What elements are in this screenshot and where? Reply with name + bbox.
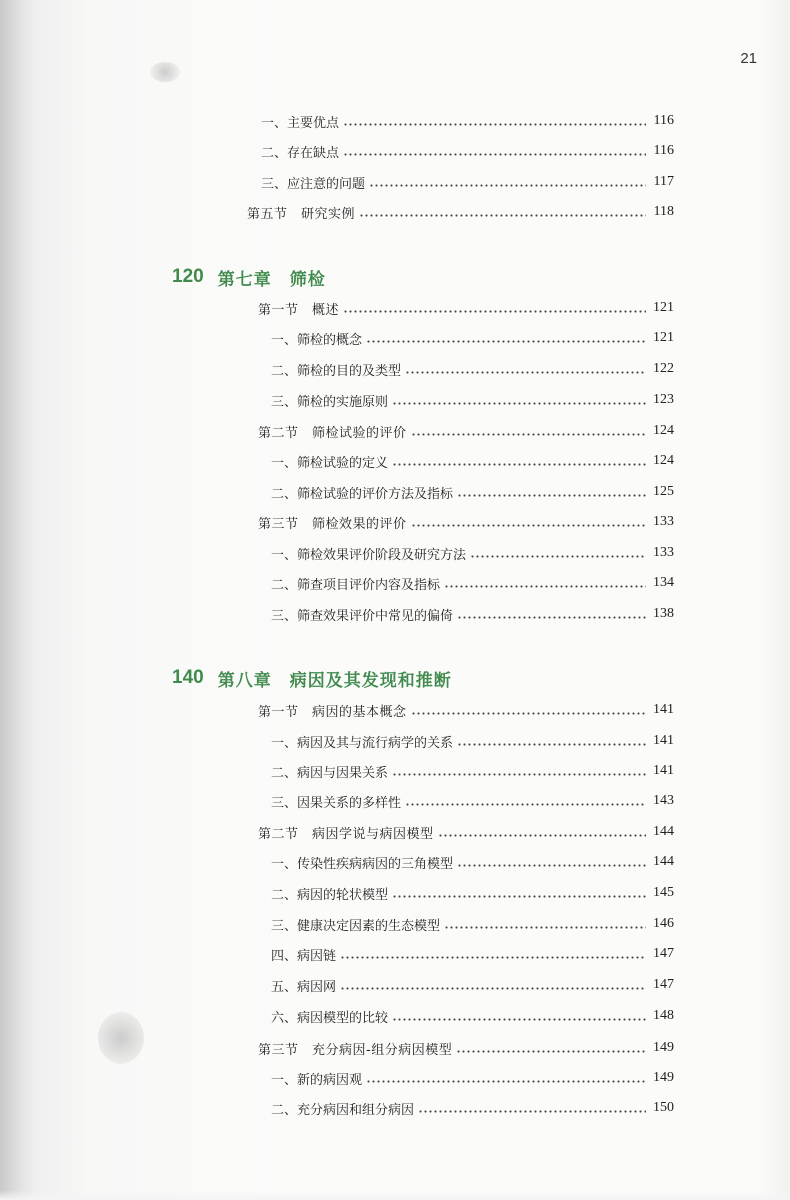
toc-entry-label: 三、因果关系的多样性 bbox=[271, 795, 402, 811]
toc-entry bbox=[271, 481, 674, 503]
leader-dots bbox=[366, 1080, 646, 1083]
toc-entry-page: 141 bbox=[653, 763, 674, 778]
toc-entry-page: 124 bbox=[653, 453, 674, 468]
toc-entry-label: 三、应注意的问题 bbox=[261, 176, 366, 192]
toc-section-entry bbox=[258, 821, 674, 843]
leader-dots bbox=[411, 524, 646, 527]
leader-dots bbox=[457, 616, 646, 619]
toc-section-entry bbox=[258, 1037, 674, 1059]
toc-entry bbox=[271, 1005, 674, 1027]
toc-section-entry bbox=[258, 297, 674, 319]
toc-entry-page: 150 bbox=[653, 1100, 674, 1115]
toc-entry-label: 一、主要优点 bbox=[261, 115, 340, 131]
toc-entry-label: 第五节 研究实例 bbox=[247, 206, 356, 222]
toc-entry-page: 134 bbox=[653, 575, 674, 590]
toc-entry bbox=[271, 358, 674, 380]
toc-entry-label: 二、充分病因和组分病因 bbox=[271, 1102, 415, 1118]
toc-section-entry bbox=[258, 699, 674, 721]
toc-entry bbox=[271, 542, 674, 564]
toc-entry-page: 145 bbox=[653, 885, 674, 900]
toc-entry-page: 144 bbox=[653, 824, 674, 839]
toc-entry-label: 一、筛检的概念 bbox=[271, 332, 363, 348]
toc-entry bbox=[271, 603, 674, 625]
leader-dots bbox=[343, 310, 646, 313]
chapter-heading bbox=[172, 664, 452, 692]
toc-entry bbox=[271, 1097, 674, 1119]
toc-entry bbox=[271, 943, 674, 965]
toc-entry-label: 六、病因模型的比较 bbox=[271, 1010, 389, 1026]
toc-entry-label: 二、存在缺点 bbox=[261, 145, 340, 161]
toc-entry bbox=[271, 882, 674, 904]
toc-entry-label: 二、病因与因果关系 bbox=[271, 765, 389, 781]
leader-dots bbox=[366, 340, 646, 343]
leader-dots bbox=[418, 1110, 646, 1113]
toc-entry-page: 144 bbox=[653, 854, 674, 869]
toc-entry-label: 第三节 筛检效果的评价 bbox=[258, 516, 407, 532]
toc-entry-page: 141 bbox=[653, 733, 674, 748]
toc-entry bbox=[271, 790, 674, 812]
leader-dots bbox=[392, 773, 646, 776]
toc-entry bbox=[271, 760, 674, 782]
toc-entry bbox=[271, 450, 674, 472]
toc-entry-page: 147 bbox=[653, 946, 674, 961]
toc-entry-label: 二、筛检的目的及类型 bbox=[271, 363, 402, 379]
leader-dots bbox=[457, 864, 646, 867]
leader-dots bbox=[340, 956, 646, 959]
leader-dots bbox=[411, 712, 646, 715]
toc-section-entry bbox=[258, 511, 674, 533]
leader-dots bbox=[470, 555, 646, 558]
toc-entry bbox=[261, 110, 674, 132]
leader-dots bbox=[392, 402, 646, 405]
toc-entry-label: 第一节 病因的基本概念 bbox=[258, 704, 407, 720]
toc-entry-label: 四、病因链 bbox=[271, 948, 337, 964]
toc-entry-page: 149 bbox=[653, 1040, 674, 1055]
toc-entry-page: 138 bbox=[653, 606, 674, 621]
toc-entry bbox=[271, 730, 674, 752]
toc-entry-page: 147 bbox=[653, 977, 674, 992]
leader-dots bbox=[438, 834, 646, 837]
chapter-heading bbox=[172, 263, 326, 291]
toc-entry-label: 三、筛查效果评价中常见的偏倚 bbox=[271, 608, 454, 624]
toc-entry-page: 117 bbox=[653, 174, 674, 189]
leader-dots bbox=[405, 803, 646, 806]
toc-entry bbox=[271, 974, 674, 996]
leader-dots bbox=[340, 987, 646, 990]
toc-entry-page: 121 bbox=[653, 300, 674, 315]
toc-entry-label: 一、筛检试验的定义 bbox=[271, 455, 389, 471]
toc-section-entry bbox=[247, 201, 674, 223]
leader-dots bbox=[369, 184, 646, 187]
toc-entry bbox=[271, 1067, 674, 1089]
toc-entry bbox=[271, 913, 674, 935]
toc-entry-label: 五、病因网 bbox=[271, 979, 337, 995]
toc-entry-label: 第三节 充分病因-组分病因模型 bbox=[258, 1042, 453, 1058]
toc-entry-page: 148 bbox=[653, 1008, 674, 1023]
toc-entry bbox=[261, 140, 674, 162]
toc-entry-page: 133 bbox=[653, 545, 674, 560]
toc-entry-page: 122 bbox=[653, 361, 674, 376]
toc-entry bbox=[271, 572, 674, 594]
toc-entry-page: 143 bbox=[653, 793, 674, 808]
toc-entry-page: 116 bbox=[653, 113, 674, 128]
leader-dots bbox=[457, 494, 646, 497]
chapter-title: 第八章 病因及其发现和推断 bbox=[217, 670, 452, 691]
leader-dots bbox=[444, 926, 646, 929]
toc-entry bbox=[271, 389, 674, 411]
toc-entry-label: 一、传染性疾病病因的三角模型 bbox=[271, 856, 454, 872]
leader-dots bbox=[444, 585, 646, 588]
chapter-start-page: 140 bbox=[172, 667, 204, 688]
toc-entry-label: 一、筛检效果评价阶段及研究方法 bbox=[271, 547, 467, 563]
toc-entry-label: 一、病因及其与流行病学的关系 bbox=[271, 735, 454, 751]
chapter-title: 第七章 筛检 bbox=[217, 269, 326, 290]
toc-entry-page: 141 bbox=[653, 702, 674, 717]
toc-entry-label: 第二节 病因学说与病因模型 bbox=[258, 826, 434, 842]
toc-entry-page: 125 bbox=[653, 484, 674, 499]
toc-section-entry bbox=[258, 420, 674, 442]
toc-entry-label: 一、新的病因观 bbox=[271, 1072, 363, 1088]
leader-dots bbox=[392, 1018, 646, 1021]
toc-entry-page: 149 bbox=[653, 1070, 674, 1085]
toc-entry-page: 124 bbox=[653, 423, 674, 438]
toc-entry-page: 146 bbox=[653, 916, 674, 931]
toc-entry-page: 121 bbox=[653, 330, 674, 345]
leader-dots bbox=[405, 371, 646, 374]
toc-entry-label: 第一节 概述 bbox=[258, 302, 340, 318]
leader-dots bbox=[392, 895, 646, 898]
leader-dots bbox=[343, 153, 646, 156]
toc-entry bbox=[271, 851, 674, 873]
leader-dots bbox=[359, 214, 646, 217]
leader-dots bbox=[343, 123, 646, 126]
leader-dots bbox=[411, 433, 646, 436]
toc-entry-label: 二、筛查项目评价内容及指标 bbox=[271, 577, 441, 593]
page-number: 21 bbox=[740, 50, 757, 67]
leader-dots bbox=[456, 1050, 646, 1053]
toc-entry-label: 二、筛检试验的评价方法及指标 bbox=[271, 486, 454, 502]
toc-entry-label: 三、筛检的实施原则 bbox=[271, 394, 389, 410]
leader-dots bbox=[457, 743, 646, 746]
toc-entry-page: 118 bbox=[653, 204, 674, 219]
toc-entry-label: 三、健康决定因素的生态模型 bbox=[271, 918, 441, 934]
toc-entry-page: 123 bbox=[653, 392, 674, 407]
toc-entry-label: 二、病因的轮状模型 bbox=[271, 887, 389, 903]
toc-entry-page: 116 bbox=[653, 143, 674, 158]
toc-entry-label: 第二节 筛检试验的评价 bbox=[258, 425, 407, 441]
leader-dots bbox=[392, 463, 646, 466]
chapter-start-page: 120 bbox=[172, 266, 204, 287]
toc-entry bbox=[271, 327, 674, 349]
toc-entry bbox=[261, 171, 674, 193]
toc-entry-page: 133 bbox=[653, 514, 674, 529]
